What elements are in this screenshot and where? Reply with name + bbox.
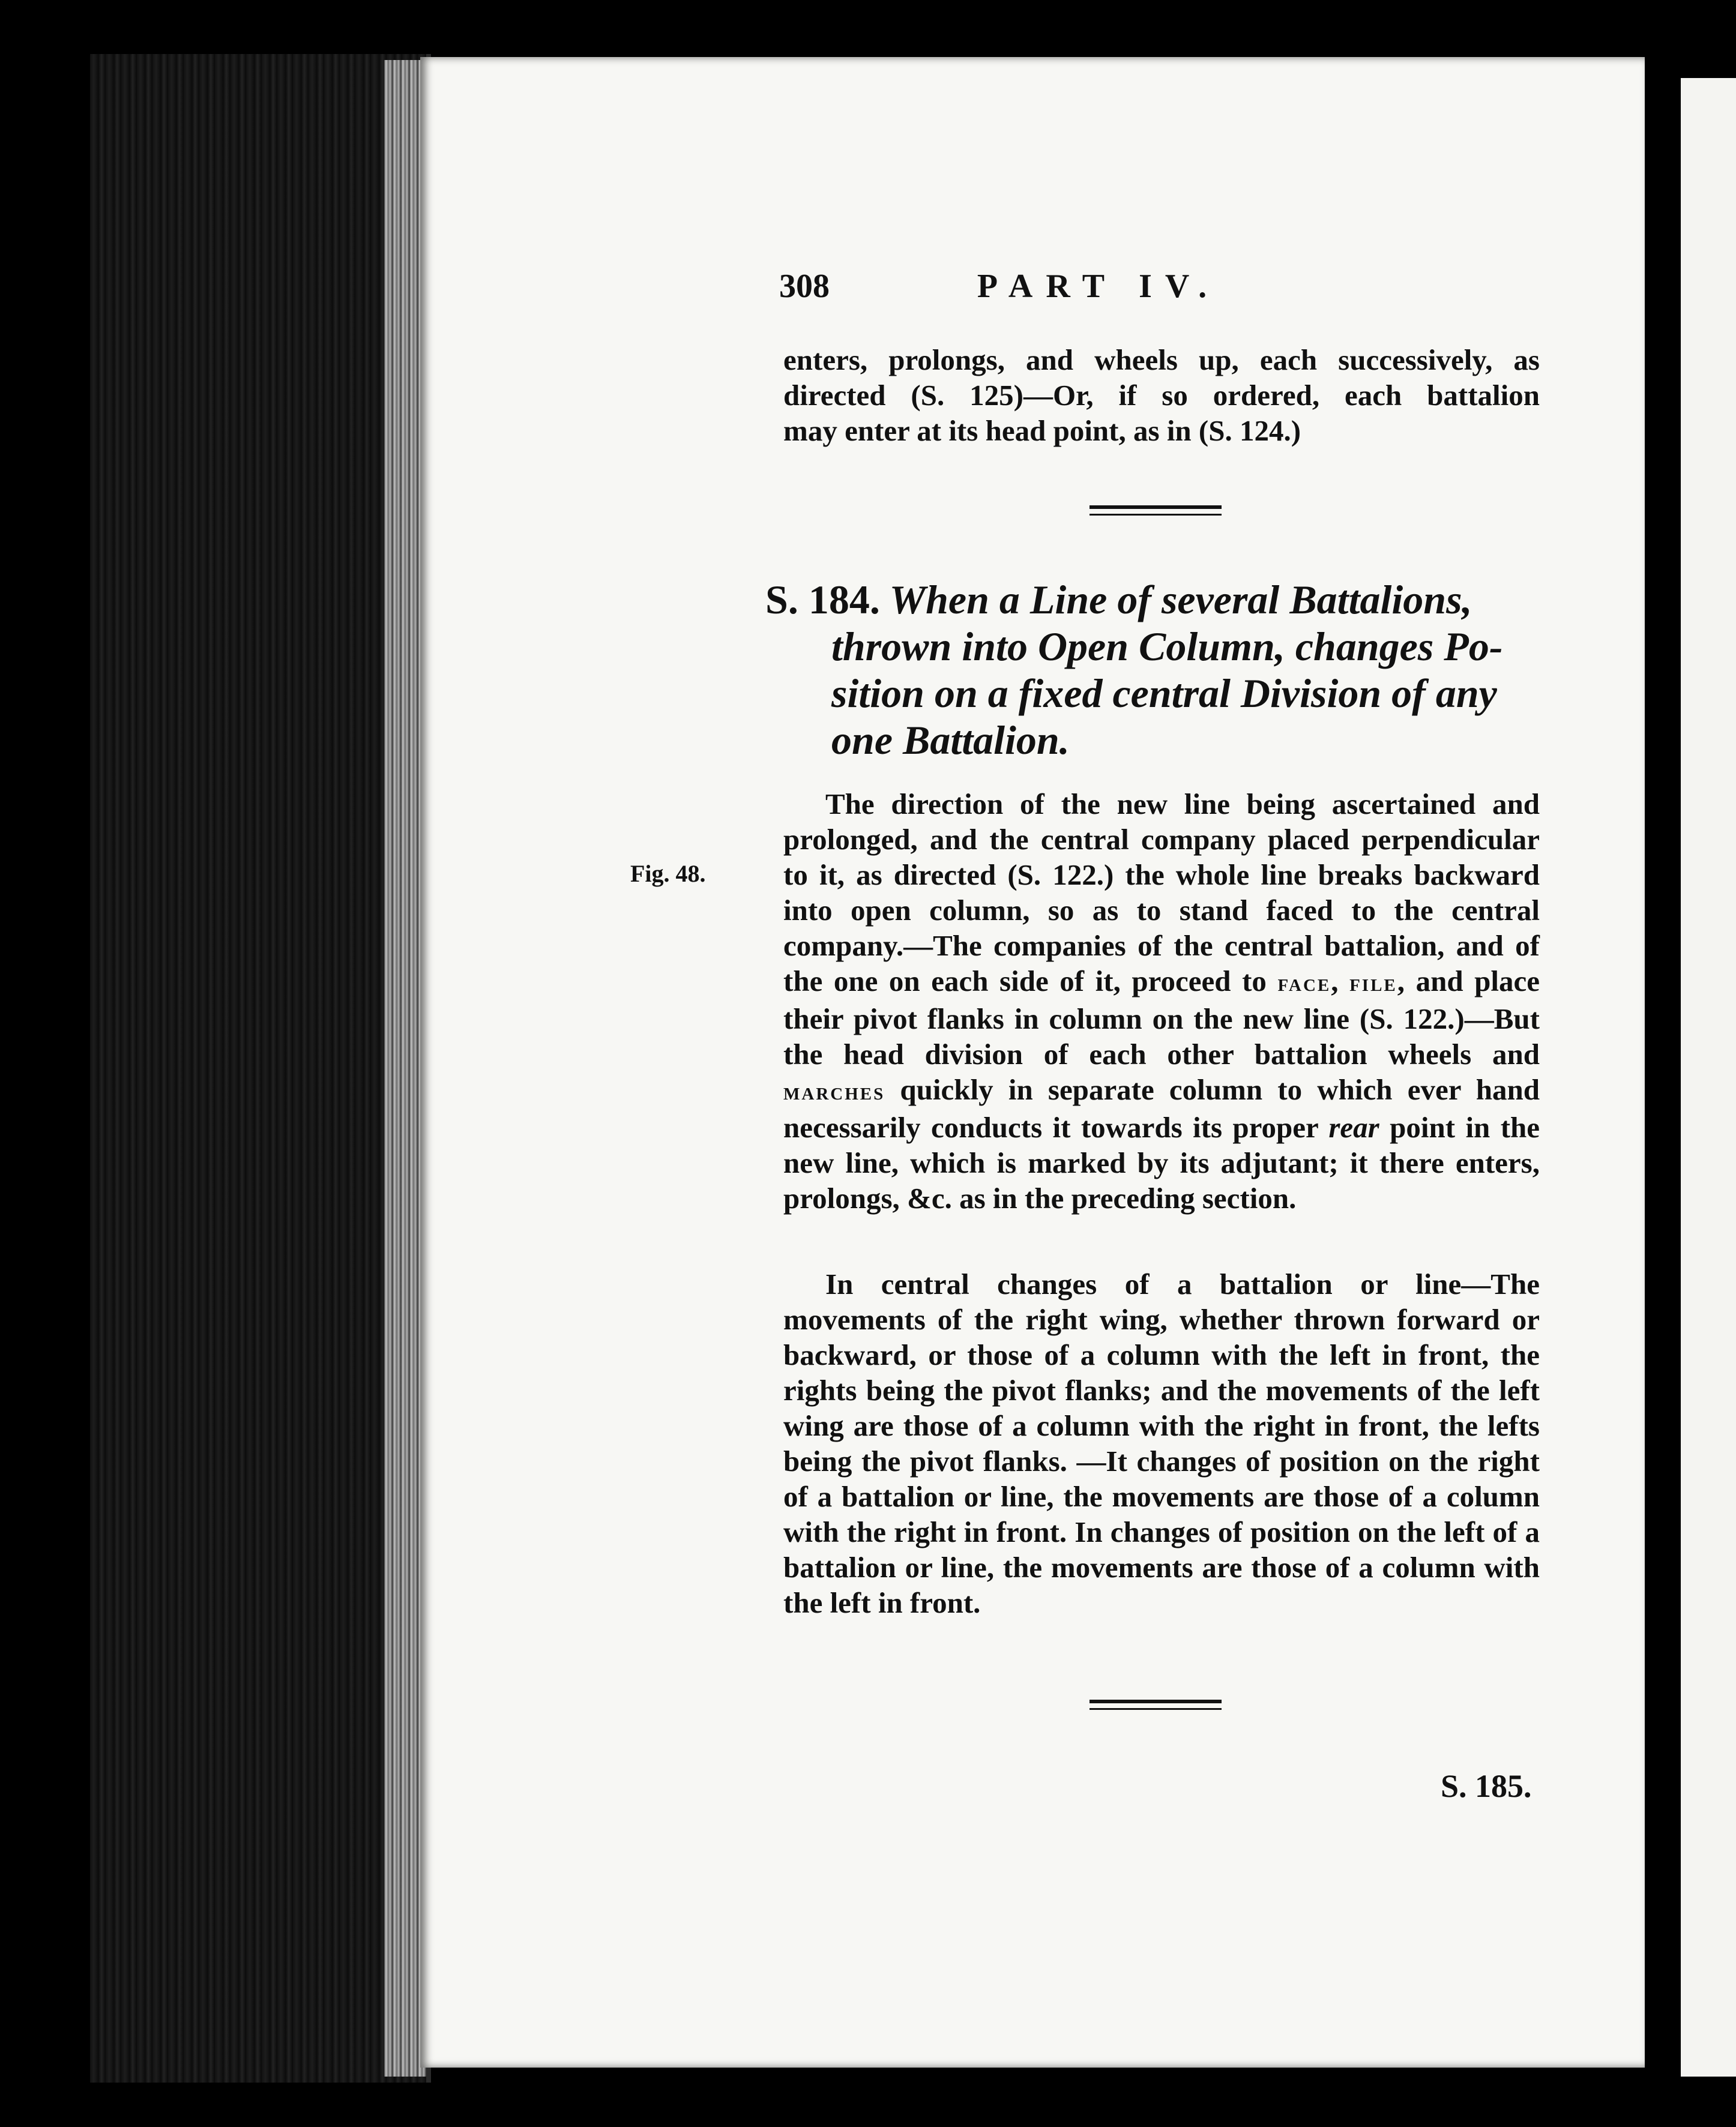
section-title-line: one Battalion. <box>831 717 1070 763</box>
paragraph-text: , and place their pivot flanks in column on the new line (S. 122.)—But the head division of each other battalion wheels and <box>783 964 1540 1071</box>
continued-text <box>783 342 1540 448</box>
running-head-title: PART IV. <box>977 268 1220 305</box>
command-file: file <box>1349 969 1397 997</box>
body-paragraph-2 <box>783 1266 1540 1620</box>
end-divider <box>1090 1700 1222 1703</box>
paragraph-text: point in the new line, which is marked by its adjutant; it there enters, prolongs, &c. as in the preceding section. <box>783 1111 1540 1215</box>
command-marches: marches <box>783 1078 885 1106</box>
text-line: enters, prolongs, and wheels up, each successively, as <box>783 343 1540 376</box>
section-title-line: When a Line of several Battalions, <box>889 577 1472 622</box>
section-heading <box>765 576 1546 763</box>
page-number: 308 <box>779 268 830 305</box>
punctuation: , <box>1331 964 1339 997</box>
paragraph-text: In central changes of a battalion or line—The movements of the right wing, whether thrown forward or backward, or those of a column with the left in front, the rights being the pivot flanks; and the movements of the left wing are those of a column with the right in front, the lefts being the pivot flanks. —It changes of position on the right of a battalion or line, the movements are those of a column with the right in front. In changes of position on the left of a battalion or line, the movements are those of a column with the left in front. <box>783 1268 1540 1619</box>
command-face: face <box>1277 969 1331 997</box>
emphasis: rear <box>1328 1111 1379 1144</box>
gutter-shadow <box>1657 78 1681 2077</box>
running-header <box>779 267 1367 305</box>
section-label: S. 184. <box>765 577 880 622</box>
section-title-line: sition on a fixed central Division of any <box>831 670 1497 716</box>
text-line: may enter at its head point, as in (S. 124.) <box>783 414 1301 447</box>
text-line: directed (S. 125)—Or, if so ordered, each battalion <box>783 379 1540 412</box>
body-paragraph-1 <box>783 786 1540 1216</box>
figure-reference: Fig. 48. <box>630 860 706 887</box>
section-title-line: thrown into Open Column, changes Po- <box>831 624 1503 669</box>
book-spine-shadow <box>90 54 431 2083</box>
paragraph-text: The direction of the new line being ascertained and prolonged, and the central company placed perpendicular to it, as directed (S. 122.) the whole line breaks backward into open column, so as to stand faced to the central company.—The companies of the central battalion, and of the one on each side of it, proceed to <box>783 787 1540 997</box>
paragraph-text: quickly in separate column to which ever hand necessarily conducts it towards its proper <box>783 1073 1540 1144</box>
section-divider <box>1090 505 1222 509</box>
facing-page-edge <box>1681 78 1736 2077</box>
catchword: S. 185. <box>1441 1768 1532 1804</box>
